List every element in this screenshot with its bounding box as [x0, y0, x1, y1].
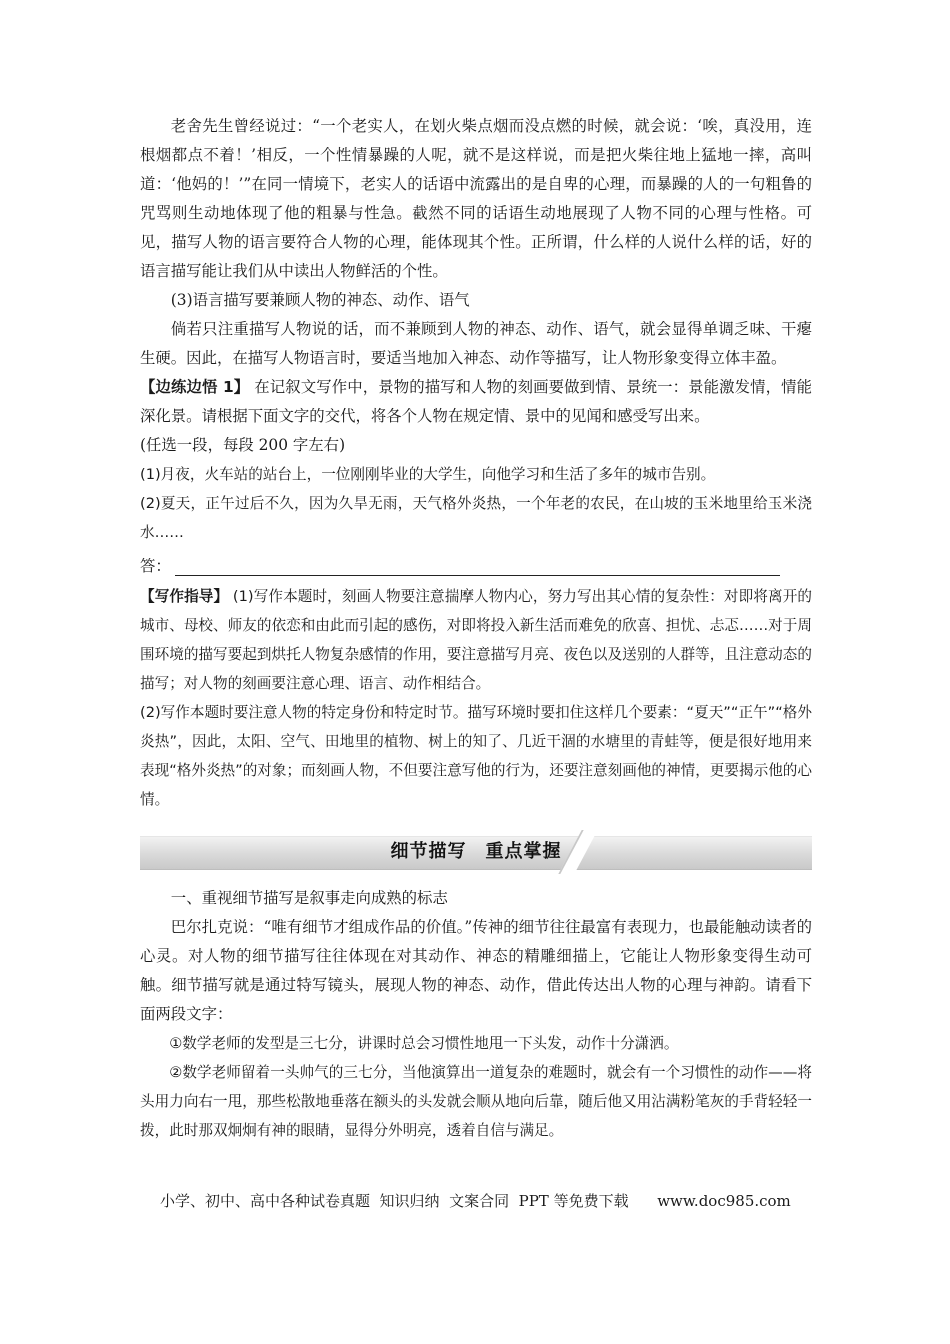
exercise-item-1: (1)月夜，火车站的站台上，一位刚刚毕业的大学生，向他学习和生活了多年的城市告别。 — [140, 466, 716, 483]
exercise-note: (任选一段，每段 200 字左右) — [140, 436, 346, 454]
paragraph-language-balance: 倘若只注重描写人物说的话，而不兼顾到人物的神态、动作、语气，就会显得单调乏味、干瘪生硬。因此，在描写人物语言时，要适当地加入神态、动作等描写，让人物形象变得立体丰盈。 — [140, 320, 812, 367]
section-title: 细节描写 重点掌握 — [390, 841, 562, 862]
guidance-part-2: (2)写作本题时要注意人物的特定身份和特定时节。描写环境时要扣住这样几个要素：“夏天”“正午”“格外炎热”，因此，太阳、空气、田地里的植物、树上的知了、几近干涸的水塘里的青蛙等，便是很好地用来表现“格外炎热”的对象；而刻画人物，不但要注意写他的行为，还要注意刻画他的神情，更要揭示他的心情。 — [140, 704, 812, 808]
section-example-2: ②数学老师留着一头帅气的三七分，当他演算出一道复杂的难题时，就会有一个习惯性的动作——将头用力向右一甩，那些松散地垂落在额头的头发就会顺从地向后靠，随后他又用沾满粉笔灰的手背轻轻一拨，此时那双炯炯有神的眼睛，显得分外明亮，透着自信与满足。 — [140, 1064, 812, 1139]
footer-site-link[interactable]: www.doc985.com — [657, 1192, 791, 1210]
section-example-1: ①数学老师的发型是三七分，讲课时总会习惯性地甩一下头发，动作十分潇洒。 — [169, 1035, 679, 1052]
exercise-text: 在记叙文写作中，景物的描写和人物的刻画要做到情、景统一：景能激发情，情能深化景。请根据下面文字的交代，将各个人物在规定情、景中的见闻和感受写出来。 — [140, 378, 812, 425]
guidance-part-1: (1)写作本题时，刻画人物要注意揣摩人物内心，努力写出其心情的复杂性：对即将离开的城市、母校、师友的依恋和由此而引起的感伤，对即将投入新生活而难免的欣喜、担忧、忐忑……对于周围环境的描写要起到烘托人物复杂感情的作用，要注意描写月亮、夜色以及送别的人群等，且注意动态的描写；对人物的刻画要注意心理、语言、动作相结合。 — [140, 588, 812, 692]
exercise-item-2: (2)夏天，正午过后不久，因为久旱无雨，天气格外炎热，一个年老的农民，在山坡的玉米地里给玉米浇水…… — [140, 495, 812, 541]
paragraph-laoshe-quote: 老舍先生曾经说过：“一个老实人，在划火柴点烟而没点燃的时候，就会说：‘唉，真没用，连根烟都点不着！’相反，一个性情暴躁的人呢，就不是这样说，而是把火柴往地上猛地一摔，高叫道：‘他妈的！’”在同一情境下，老实人的话语中流露出的是自卑的心理，而暴躁的人的一句粗鲁的咒骂则生动地体现了他的粗暴与性急。截然不同的话语生动地展现了人物不同的心理与性格。可见，描写人物的语言要符合人物的心理，能体现其个性。正所谓，什么样的人说什么样的话，好的语言描写能让我们从中读出人物鲜活的个性。 — [140, 117, 812, 280]
guidance-block — [140, 582, 812, 698]
exercise-block — [140, 373, 812, 431]
answer-blank-line[interactable] — [175, 555, 780, 576]
section-paragraph-balzac: 巴尔扎克说：“唯有细节才组成作品的价值。”传神的细节往往最富有表现力，也最能触动读者的心灵。对人物的细节描写往往体现在对其动作、神态的精雕细描上，它能让人物形象变得生动可触。细节描写就是通过特写镜头，展现人物的神态、动作，借此传达出人物的心理与神韵。请看下面两段文字： — [140, 918, 812, 1023]
section-heading-1: 一、重视细节描写是叙事走向成熟的标志 — [170, 889, 448, 907]
subheading-language-description: (3)语言描写要兼顾人物的神态、动作、语气 — [170, 291, 470, 309]
guidance-label: 【写作指导】 — [140, 588, 229, 605]
answer-label: 答： — [140, 557, 171, 575]
section-title-band — [140, 830, 812, 874]
footer-text: 小学、初中、高中各种试卷真题 知识归纳 文案合同 PPT 等免费下载 — [160, 1192, 629, 1210]
main-content — [140, 112, 812, 1145]
answer-row — [140, 547, 812, 576]
page-footer — [160, 1190, 791, 1212]
exercise-label: 【边练边悟 1】 — [140, 378, 250, 396]
